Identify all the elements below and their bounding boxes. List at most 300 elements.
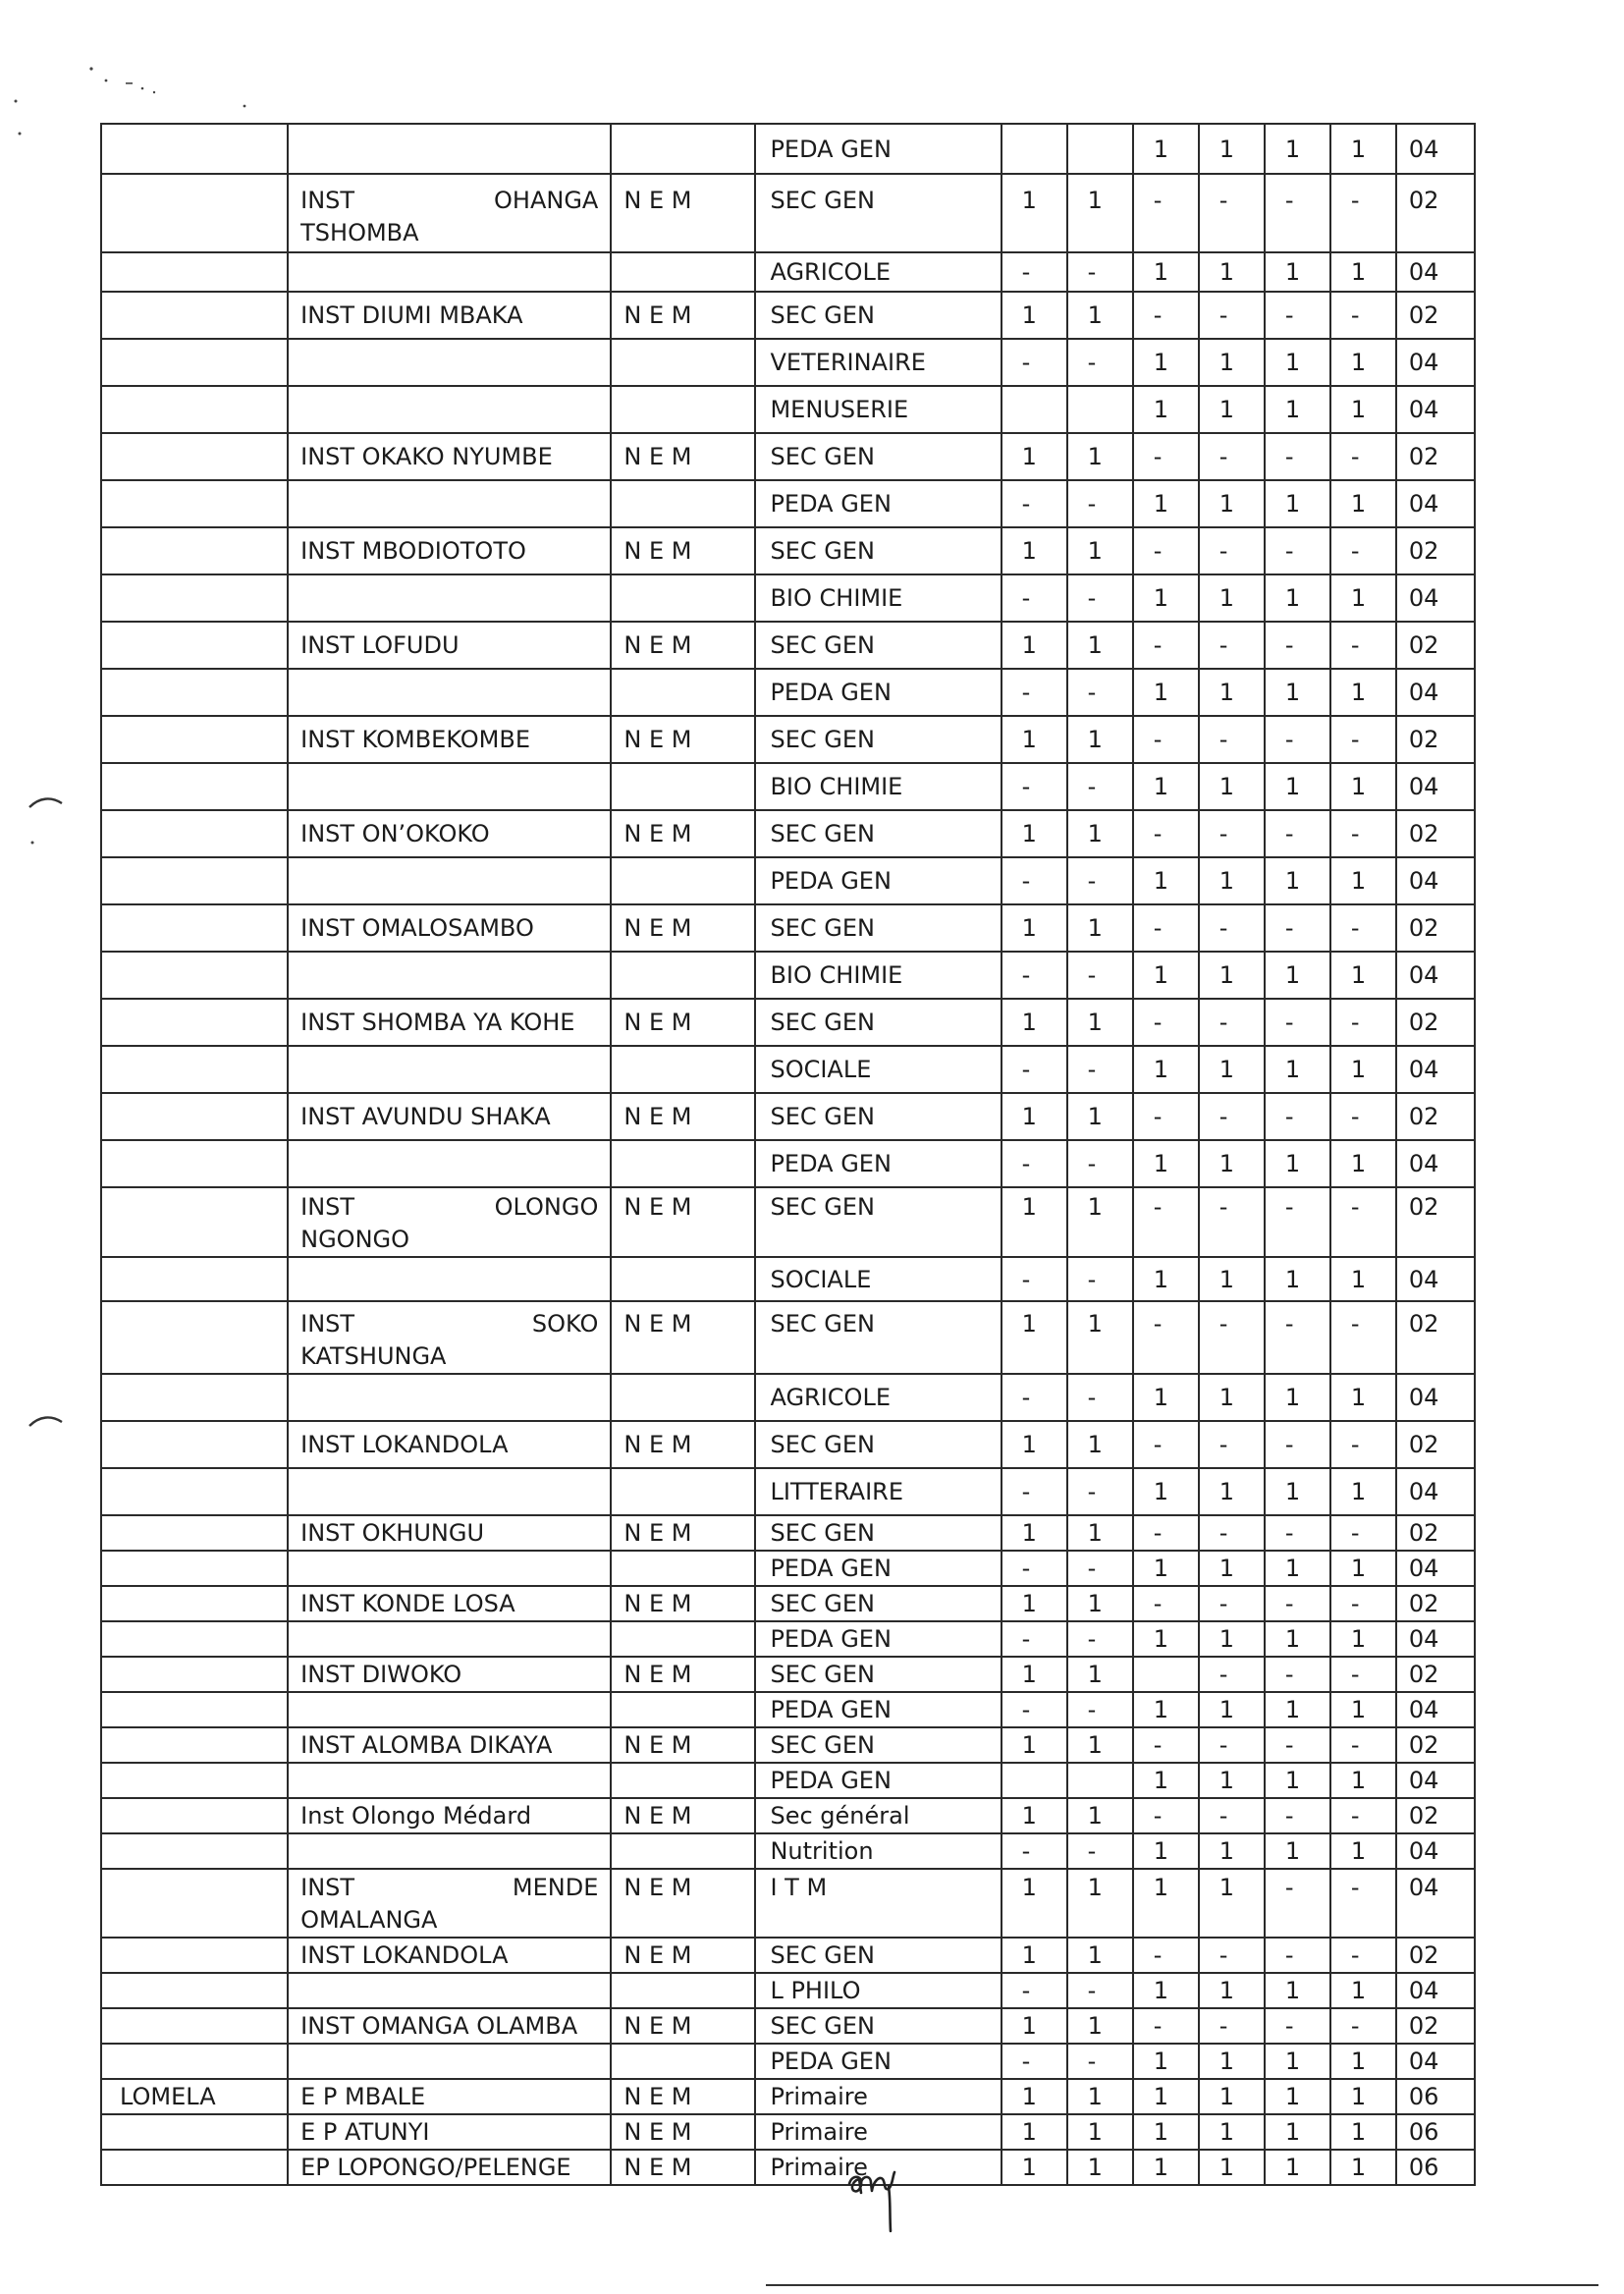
cell-count: 1 — [1133, 1833, 1199, 1869]
cell-count: 1 — [1001, 1869, 1067, 1938]
cell-school — [288, 1763, 611, 1798]
cell-count: - — [1133, 1938, 1199, 1973]
table-row — [101, 1093, 1475, 1140]
cell-count: 1 — [1199, 1621, 1265, 1657]
cell-option: AGRICOLE — [755, 252, 1001, 292]
cell-territory — [101, 1257, 288, 1301]
cell-total: 02 — [1396, 1421, 1475, 1468]
table-row — [101, 999, 1475, 1046]
table-row — [101, 1586, 1475, 1621]
cell-regime — [611, 1257, 755, 1301]
cell-regime — [611, 386, 755, 433]
table-row — [101, 2008, 1475, 2044]
cell-count: - — [1330, 1301, 1396, 1374]
cell-count: - — [1001, 1374, 1067, 1421]
table-row — [101, 763, 1475, 810]
cell-regime — [611, 1046, 755, 1093]
cell-count: 1 — [1067, 904, 1133, 952]
cell-count: - — [1067, 1692, 1133, 1727]
cell-count: 1 — [1330, 1551, 1396, 1586]
cell-total: 02 — [1396, 292, 1475, 339]
cell-territory — [101, 124, 288, 174]
cell-count: 1 — [1067, 1586, 1133, 1621]
cell-count: - — [1067, 1257, 1133, 1301]
cell-count: - — [1265, 2008, 1330, 2044]
cell-count: 1 — [1001, 2150, 1067, 2185]
cell-school: INST OLONGO NGONGO — [288, 1187, 611, 1257]
cell-school — [288, 480, 611, 527]
cell-count: - — [1265, 1187, 1330, 1257]
cell-count: - — [1330, 1421, 1396, 1468]
cell-territory — [101, 1586, 288, 1621]
cell-count — [1067, 1763, 1133, 1798]
cell-total: 02 — [1396, 999, 1475, 1046]
cell-count: - — [1265, 1727, 1330, 1763]
table-row — [101, 1833, 1475, 1869]
cell-count: - — [1067, 574, 1133, 622]
cell-count: - — [1265, 716, 1330, 763]
school-table — [100, 123, 1476, 2186]
cell-territory — [101, 574, 288, 622]
cell-total: 04 — [1396, 1551, 1475, 1586]
cell-count: 1 — [1133, 669, 1199, 716]
cell-school — [288, 1692, 611, 1727]
cell-regime — [611, 339, 755, 386]
cell-count: 1 — [1330, 1257, 1396, 1301]
cell-territory — [101, 952, 288, 999]
cell-option: SEC GEN — [755, 1727, 1001, 1763]
cell-territory — [101, 480, 288, 527]
cell-count: 1 — [1067, 1869, 1133, 1938]
cell-count: 1 — [1330, 1140, 1396, 1187]
cell-total: 04 — [1396, 252, 1475, 292]
cell-count: 1 — [1330, 124, 1396, 174]
cell-school: INST ALOMBA DIKAYA — [288, 1727, 611, 1763]
cell-count: 1 — [1067, 2114, 1133, 2150]
cell-total: 02 — [1396, 622, 1475, 669]
table-row — [101, 433, 1475, 480]
cell-count: 1 — [1133, 2114, 1199, 2150]
cell-count: - — [1067, 857, 1133, 904]
footer-rule — [766, 2284, 1598, 2286]
cell-regime: N E M — [611, 999, 755, 1046]
cell-count: 1 — [1199, 1763, 1265, 1798]
cell-territory — [101, 857, 288, 904]
cell-territory — [101, 339, 288, 386]
cell-territory — [101, 292, 288, 339]
cell-regime — [611, 1763, 755, 1798]
cell-count: - — [1265, 1093, 1330, 1140]
table-row — [101, 1869, 1475, 1938]
cell-school: INST SOKO KATSHUNGA — [288, 1301, 611, 1374]
cell-count: - — [1001, 252, 1067, 292]
cell-territory — [101, 1093, 288, 1140]
table-row — [101, 292, 1475, 339]
cell-count: - — [1330, 174, 1396, 252]
cell-regime — [611, 1973, 755, 2008]
cell-count: 1 — [1330, 1763, 1396, 1798]
cell-count: 1 — [1067, 433, 1133, 480]
table-row — [101, 1551, 1475, 1586]
cell-territory — [101, 174, 288, 252]
cell-option: Primaire — [755, 2150, 1001, 2185]
cell-count: 1 — [1001, 1727, 1067, 1763]
cell-count: 1 — [1067, 2150, 1133, 2185]
cell-count — [1001, 386, 1067, 433]
cell-option: MENUSERIE — [755, 386, 1001, 433]
cell-total: 04 — [1396, 1140, 1475, 1187]
cell-territory — [101, 1301, 288, 1374]
cell-regime — [611, 1692, 755, 1727]
cell-regime — [611, 1468, 755, 1515]
cell-territory — [101, 1692, 288, 1727]
cell-count: - — [1330, 1187, 1396, 1257]
cell-total: 04 — [1396, 1374, 1475, 1421]
cell-count: 1 — [1001, 904, 1067, 952]
cell-school — [288, 574, 611, 622]
cell-count: - — [1001, 1973, 1067, 2008]
cell-option: SEC GEN — [755, 1301, 1001, 1374]
cell-count: 1 — [1265, 574, 1330, 622]
cell-school: INST DIWOKO — [288, 1657, 611, 1692]
cell-school — [288, 763, 611, 810]
cell-count: - — [1001, 857, 1067, 904]
cell-school — [288, 1374, 611, 1421]
cell-count: 1 — [1199, 952, 1265, 999]
cell-territory — [101, 1046, 288, 1093]
cell-regime: N E M — [611, 174, 755, 252]
cell-count: - — [1330, 1093, 1396, 1140]
table-row — [101, 2150, 1475, 2185]
cell-territory — [101, 1515, 288, 1551]
cell-total: 02 — [1396, 1187, 1475, 1257]
cell-count: 1 — [1133, 952, 1199, 999]
cell-count: - — [1133, 622, 1199, 669]
cell-count: - — [1067, 339, 1133, 386]
cell-school: INST DIUMI MBAKA — [288, 292, 611, 339]
cell-option: SEC GEN — [755, 527, 1001, 574]
cell-option: SEC GEN — [755, 1586, 1001, 1621]
cell-count: 1 — [1330, 1621, 1396, 1657]
cell-option: SEC GEN — [755, 1657, 1001, 1692]
table-row — [101, 1938, 1475, 1973]
cell-option: PEDA GEN — [755, 1621, 1001, 1657]
cell-count: - — [1001, 1257, 1067, 1301]
table-row — [101, 810, 1475, 857]
cell-regime: N E M — [611, 2114, 755, 2150]
table-row — [101, 904, 1475, 952]
table-row — [101, 1798, 1475, 1833]
cell-option: SEC GEN — [755, 622, 1001, 669]
cell-count: 1 — [1199, 480, 1265, 527]
cell-territory — [101, 904, 288, 952]
cell-option: BIO CHIMIE — [755, 763, 1001, 810]
table-row — [101, 1257, 1475, 1301]
cell-count: 1 — [1133, 1374, 1199, 1421]
cell-count: 1 — [1067, 1093, 1133, 1140]
cell-count: 1 — [1001, 716, 1067, 763]
table-row — [101, 716, 1475, 763]
cell-count: - — [1133, 174, 1199, 252]
cell-count: - — [1199, 999, 1265, 1046]
cell-count: 1 — [1067, 174, 1133, 252]
cell-count: 1 — [1133, 857, 1199, 904]
cell-school — [288, 386, 611, 433]
cell-regime — [611, 669, 755, 716]
cell-count: 1 — [1001, 1301, 1067, 1374]
cell-count: 1 — [1001, 1093, 1067, 1140]
cell-count: 1 — [1330, 857, 1396, 904]
cell-regime — [611, 857, 755, 904]
cell-territory — [101, 2150, 288, 2185]
cell-regime: N E M — [611, 2150, 755, 2185]
cell-count: 1 — [1067, 1798, 1133, 1833]
cell-school: INST OKHUNGU — [288, 1515, 611, 1551]
cell-count: 1 — [1001, 527, 1067, 574]
cell-option: SEC GEN — [755, 292, 1001, 339]
cell-count: 1 — [1265, 2114, 1330, 2150]
cell-total: 06 — [1396, 2079, 1475, 2114]
cell-total: 04 — [1396, 952, 1475, 999]
cell-total: 02 — [1396, 1938, 1475, 1973]
cell-count: - — [1067, 763, 1133, 810]
cell-regime — [611, 763, 755, 810]
cell-option: BIO CHIMIE — [755, 574, 1001, 622]
cell-count: - — [1067, 2044, 1133, 2079]
cell-territory — [101, 622, 288, 669]
cell-territory — [101, 1727, 288, 1763]
cell-total: 02 — [1396, 1798, 1475, 1833]
cell-count: 1 — [1265, 1046, 1330, 1093]
cell-count: 1 — [1067, 622, 1133, 669]
cell-territory — [101, 1374, 288, 1421]
cell-count: 1 — [1001, 433, 1067, 480]
cell-total: 04 — [1396, 124, 1475, 174]
cell-count: 1 — [1067, 1301, 1133, 1374]
cell-school: INST SHOMBA YA KOHE — [288, 999, 611, 1046]
table-row — [101, 857, 1475, 904]
cell-count: - — [1001, 1692, 1067, 1727]
cell-option: Nutrition — [755, 1833, 1001, 1869]
cell-count: - — [1265, 1657, 1330, 1692]
table-row — [101, 339, 1475, 386]
cell-count: - — [1133, 1301, 1199, 1374]
cell-count: - — [1265, 999, 1330, 1046]
cell-regime — [611, 252, 755, 292]
cell-count: 1 — [1265, 252, 1330, 292]
cell-count: 1 — [1265, 339, 1330, 386]
cell-territory — [101, 1798, 288, 1833]
cell-count: 1 — [1330, 574, 1396, 622]
cell-total: 04 — [1396, 669, 1475, 716]
cell-count: - — [1199, 1586, 1265, 1621]
cell-school: INST OKAKO NYUMBE — [288, 433, 611, 480]
cell-total: 02 — [1396, 433, 1475, 480]
cell-count: 1 — [1265, 1763, 1330, 1798]
cell-count: - — [1133, 1798, 1199, 1833]
cell-count: - — [1199, 1187, 1265, 1257]
cell-territory — [101, 1938, 288, 1973]
cell-count: 1 — [1265, 480, 1330, 527]
cell-count: 1 — [1199, 1692, 1265, 1727]
cell-count: 1 — [1199, 857, 1265, 904]
cell-territory — [101, 763, 288, 810]
cell-count: 1 — [1067, 2008, 1133, 2044]
table-row — [101, 1621, 1475, 1657]
cell-total: 04 — [1396, 1257, 1475, 1301]
cell-total: 02 — [1396, 1657, 1475, 1692]
cell-count: 1 — [1001, 999, 1067, 1046]
cell-regime: N E M — [611, 1869, 755, 1938]
cell-total: 04 — [1396, 2044, 1475, 2079]
cell-option: PEDA GEN — [755, 480, 1001, 527]
cell-count: 1 — [1265, 2044, 1330, 2079]
table-row — [101, 174, 1475, 252]
cell-count: 1 — [1199, 574, 1265, 622]
cell-option: PEDA GEN — [755, 857, 1001, 904]
cell-count: 1 — [1001, 1657, 1067, 1692]
cell-count: 1 — [1133, 763, 1199, 810]
cell-total: 02 — [1396, 1515, 1475, 1551]
cell-count: - — [1265, 904, 1330, 952]
cell-count: 1 — [1199, 1468, 1265, 1515]
cell-count: - — [1067, 1046, 1133, 1093]
cell-count: - — [1001, 1833, 1067, 1869]
cell-school — [288, 252, 611, 292]
cell-count: - — [1199, 1093, 1265, 1140]
cell-count: 1 — [1067, 1727, 1133, 1763]
cell-territory — [101, 252, 288, 292]
cell-school — [288, 952, 611, 999]
cell-count: - — [1133, 1093, 1199, 1140]
cell-school: E P MBALE — [288, 2079, 611, 2114]
cell-total: 04 — [1396, 1692, 1475, 1727]
cell-option: SEC GEN — [755, 174, 1001, 252]
cell-regime: N E M — [611, 810, 755, 857]
cell-count: - — [1330, 292, 1396, 339]
cell-total: 06 — [1396, 2150, 1475, 2185]
cell-count: 1 — [1330, 339, 1396, 386]
cell-total: 04 — [1396, 1973, 1475, 2008]
cell-count: 1 — [1001, 2079, 1067, 2114]
cell-count: 1 — [1001, 2114, 1067, 2150]
cell-count: 1 — [1330, 763, 1396, 810]
cell-count: 1 — [1001, 810, 1067, 857]
cell-count: 1 — [1265, 1140, 1330, 1187]
cell-count: - — [1199, 1938, 1265, 1973]
table-row — [101, 527, 1475, 574]
cell-count: 1 — [1330, 952, 1396, 999]
cell-count: 1 — [1133, 2150, 1199, 2185]
cell-count: 1 — [1133, 1763, 1199, 1798]
cell-total: 04 — [1396, 857, 1475, 904]
table-row — [101, 386, 1475, 433]
cell-school: INST KONDE LOSA — [288, 1586, 611, 1621]
cell-count: 1 — [1133, 1973, 1199, 2008]
cell-option: PEDA GEN — [755, 1140, 1001, 1187]
cell-count: - — [1067, 1468, 1133, 1515]
cell-option: PEDA GEN — [755, 1551, 1001, 1586]
cell-count: 1 — [1265, 763, 1330, 810]
cell-count: - — [1067, 1551, 1133, 1586]
cell-count: 1 — [1199, 763, 1265, 810]
cell-count: - — [1265, 292, 1330, 339]
cell-count: - — [1133, 904, 1199, 952]
cell-count: - — [1067, 480, 1133, 527]
cell-count: - — [1265, 527, 1330, 574]
cell-option: SOCIALE — [755, 1257, 1001, 1301]
cell-count: - — [1067, 952, 1133, 999]
cell-option: SEC GEN — [755, 1187, 1001, 1257]
cell-count: 1 — [1199, 1257, 1265, 1301]
cell-count: 1 — [1330, 1833, 1396, 1869]
cell-count: 1 — [1199, 1869, 1265, 1938]
cell-count: - — [1001, 952, 1067, 999]
cell-total: 04 — [1396, 1468, 1475, 1515]
cell-count: - — [1199, 810, 1265, 857]
cell-option: SOCIALE — [755, 1046, 1001, 1093]
cell-school: INST ON’OKOKO — [288, 810, 611, 857]
cell-count: - — [1265, 1586, 1330, 1621]
cell-count: 1 — [1067, 810, 1133, 857]
cell-count: 1 — [1330, 2079, 1396, 2114]
cell-regime: N E M — [611, 2079, 755, 2114]
cell-count: 1 — [1001, 1586, 1067, 1621]
cell-count: - — [1133, 2008, 1199, 2044]
cell-count: - — [1330, 716, 1396, 763]
cell-territory — [101, 716, 288, 763]
cell-school: E P ATUNYI — [288, 2114, 611, 2150]
cell-regime: N E M — [611, 1938, 755, 1973]
cell-territory — [101, 1551, 288, 1586]
table-row — [101, 1657, 1475, 1692]
cell-count: 1 — [1133, 1140, 1199, 1187]
table-row — [101, 1140, 1475, 1187]
cell-count: - — [1067, 1833, 1133, 1869]
cell-count: 1 — [1133, 339, 1199, 386]
cell-count: - — [1330, 2008, 1396, 2044]
cell-total: 04 — [1396, 1869, 1475, 1938]
cell-count: - — [1199, 1301, 1265, 1374]
cell-regime: N E M — [611, 716, 755, 763]
table-row — [101, 2079, 1475, 2114]
cell-count: - — [1133, 1515, 1199, 1551]
cell-regime: N E M — [611, 1586, 755, 1621]
cell-regime — [611, 1140, 755, 1187]
cell-territory — [101, 810, 288, 857]
cell-count: 1 — [1199, 2079, 1265, 2114]
cell-regime — [611, 1621, 755, 1657]
cell-total: 04 — [1396, 386, 1475, 433]
cell-total: 04 — [1396, 1763, 1475, 1798]
cell-count: 1 — [1133, 574, 1199, 622]
cell-count: - — [1265, 433, 1330, 480]
cell-count: - — [1330, 999, 1396, 1046]
cell-count: 1 — [1133, 124, 1199, 174]
cell-school — [288, 124, 611, 174]
table-row — [101, 1468, 1475, 1515]
cell-count: 1 — [1330, 2150, 1396, 2185]
cell-total: 02 — [1396, 1093, 1475, 1140]
cell-option: SEC GEN — [755, 1938, 1001, 1973]
cell-count: - — [1199, 1515, 1265, 1551]
cell-count: 1 — [1265, 1257, 1330, 1301]
cell-count: 1 — [1199, 1551, 1265, 1586]
table-row — [101, 2114, 1475, 2150]
cell-total: 02 — [1396, 1727, 1475, 1763]
cell-school — [288, 1046, 611, 1093]
cell-school: INST MENDE OMALANGA — [288, 1869, 611, 1938]
